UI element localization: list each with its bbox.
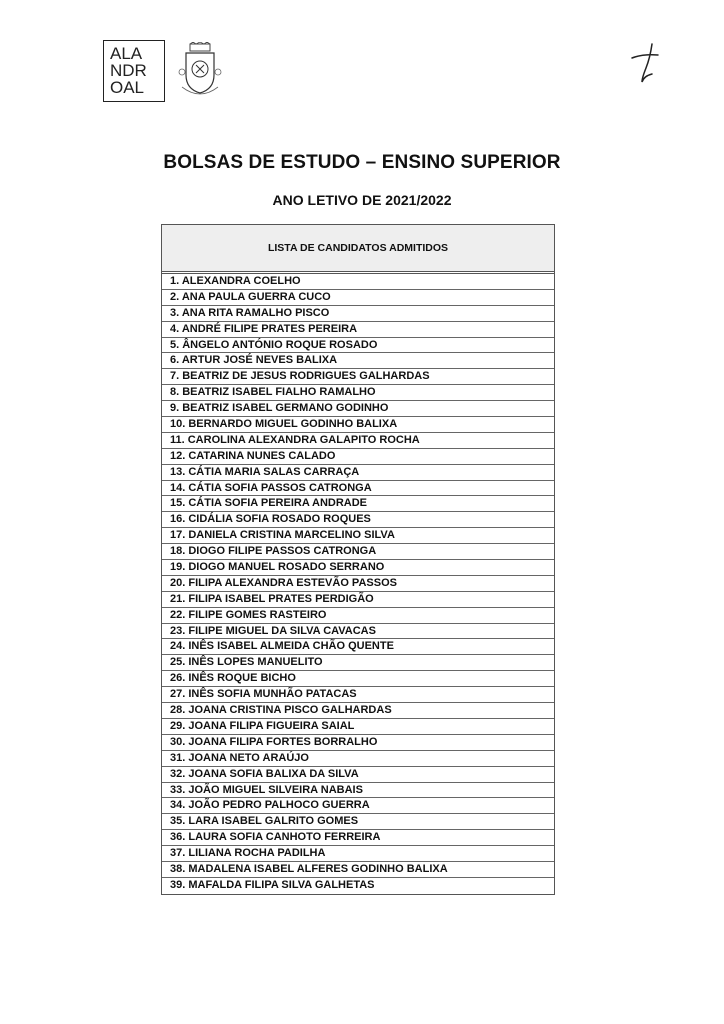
table-row: 31. JOANA NETO ARAÚJO (162, 751, 554, 767)
table-row: 26. INÊS ROQUE BICHO (162, 671, 554, 687)
table-row: 17. DANIELA CRISTINA MARCELINO SILVA (162, 528, 554, 544)
table-row: 18. DIOGO FILIPE PASSOS CATRONGA (162, 544, 554, 560)
table-row: 21. FILIPA ISABEL PRATES PERDIGÃO (162, 592, 554, 608)
table-row: 15. CÁTIA SOFIA PEREIRA ANDRADE (162, 496, 554, 512)
table-row: 3. ANA RITA RAMALHO PISCO (162, 306, 554, 322)
table-row: 36. LAURA SOFIA CANHOTO FERREIRA (162, 830, 554, 846)
logo-line: OAL (110, 78, 145, 97)
signature-icon (622, 40, 670, 88)
table-row: 7. BEATRIZ DE JESUS RODRIGUES GALHARDAS (162, 369, 554, 385)
table-row: 13. CÁTIA MARIA SALAS CARRAÇA (162, 465, 554, 481)
table-row: 16. CIDÁLIA SOFIA ROSADO ROQUES (162, 512, 554, 528)
table-row: 37. LILIANA ROCHA PADILHA (162, 846, 554, 862)
table-row: 9. BEATRIZ ISABEL GERMANO GODINHO (162, 401, 554, 417)
academic-year-subtitle: ANO LETIVO DE 2021/2022 (272, 192, 452, 208)
table-row: 30. JOANA FILIPA FORTES BORRALHO (162, 735, 554, 751)
table-row: 34. JOÃO PEDRO PALHOCO GUERRA (162, 798, 554, 814)
table-row: 5. ÂNGELO ANTÓNIO ROQUE ROSADO (162, 338, 554, 354)
table-row: 8. BEATRIZ ISABEL FIALHO RAMALHO (162, 385, 554, 401)
table-row: 22. FILIPE GOMES RASTEIRO (162, 608, 554, 624)
table-header: LISTA DE CANDIDATOS ADMITIDOS (162, 225, 554, 272)
table-row: 11. CAROLINA ALEXANDRA GALAPITO ROCHA (162, 433, 554, 449)
logo-line: NDR (110, 61, 147, 80)
table-row: 39. MAFALDA FILIPA SILVA GALHETAS (170, 878, 375, 891)
table-row: 14. CÁTIA SOFIA PASSOS CATRONGA (162, 481, 554, 497)
table-row: 2. ANA PAULA GUERRA CUCO (162, 290, 554, 306)
table-row: 19. DIOGO MANUEL ROSADO SERRANO (162, 560, 554, 576)
table-row: 33. JOÃO MIGUEL SILVEIRA NABAIS (162, 783, 554, 799)
table-row: 1. ALEXANDRA COELHO (162, 274, 554, 290)
candidates-list (162, 274, 554, 894)
document-title: BOLSAS DE ESTUDO – ENSINO SUPERIOR (163, 152, 561, 173)
table-row: 38. MADALENA ISABEL ALFERES GODINHO BALIXA (162, 862, 554, 878)
table-row: 6. ARTUR JOSÉ NEVES BALIXA (162, 353, 554, 369)
municipality-logo (103, 40, 165, 102)
table-row: 12. CATARINA NUNES CALADO (162, 449, 554, 465)
table-row: 27. INÊS SOFIA MUNHÃO PATACAS (162, 687, 554, 703)
candidates-table (161, 224, 555, 895)
coat-of-arms-icon (177, 42, 223, 100)
table-row: 29. JOANA FILIPA FIGUEIRA SAIAL (162, 719, 554, 735)
table-row: 28. JOANA CRISTINA PISCO GALHARDAS (162, 703, 554, 719)
logo-line: ALA (110, 44, 143, 63)
table-row: 20. FILIPA ALEXANDRA ESTEVÃO PASSOS (162, 576, 554, 592)
table-row: 24. INÊS ISABEL ALMEIDA CHÃO QUENTE (162, 639, 554, 655)
table-row: 10. BERNARDO MIGUEL GODINHO BALIXA (162, 417, 554, 433)
table-row: 32. JOANA SOFIA BALIXA DA SILVA (162, 767, 554, 783)
table-row: 23. FILIPE MIGUEL DA SILVA CAVACAS (162, 624, 554, 640)
table-row: 35. LARA ISABEL GALRITO GOMES (162, 814, 554, 830)
table-row: 25. INÊS LOPES MANUELITO (162, 655, 554, 671)
table-row: 4. ANDRÉ FILIPE PRATES PEREIRA (162, 322, 554, 338)
